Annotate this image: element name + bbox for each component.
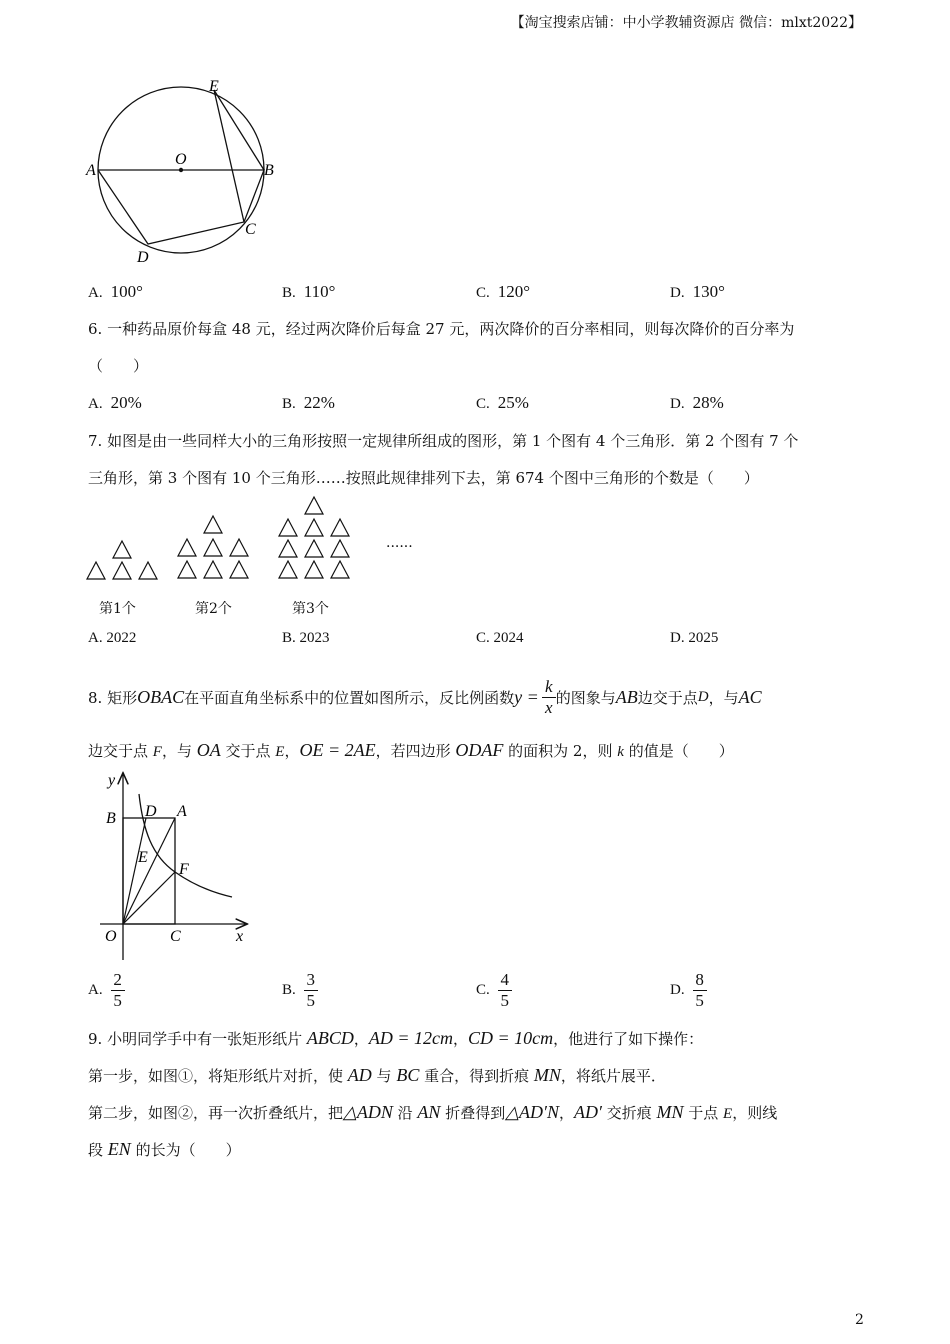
q9-l1c: ， xyxy=(453,1030,469,1048)
triangle xyxy=(305,519,323,536)
q5-option-b-text: 110° xyxy=(303,282,336,301)
q5-circle-figure xyxy=(80,78,300,268)
q8-condition: OE = 2AE xyxy=(299,740,376,760)
triangle xyxy=(331,519,349,536)
q8-text-5: ，与 xyxy=(708,688,739,707)
label-c: C xyxy=(245,221,256,238)
q7-option-a-text: 2022 xyxy=(106,630,137,646)
triangle xyxy=(331,561,349,578)
q8-k: k xyxy=(544,676,553,696)
segment-of xyxy=(123,872,175,924)
q6-option-b-text: 22% xyxy=(303,393,335,412)
q9-l2a: 第一步，如图①，将矩形纸片对折，使 xyxy=(88,1067,348,1085)
q8-line2-g: 的值是（ ） xyxy=(623,742,734,760)
q8-option-b-den: 5 xyxy=(306,991,316,1010)
q8-option-d: D. $\frac{8}{5}$ xyxy=(670,970,707,1011)
q7-line1: 7. 如图是由一些同样大小的三角形按照一定规律所组成的图形，第 1 个图有 4 个三角形．第 2 个图有 7 个 xyxy=(88,432,799,450)
q6-option-d-text: 28% xyxy=(692,393,724,412)
q8-text-3: 的图象与 xyxy=(555,688,616,707)
q7-option-b: B. 2023 xyxy=(282,630,330,646)
q7-caption-2: 第2个 xyxy=(195,601,232,617)
q7-option-a: A. 2022 xyxy=(88,630,137,646)
q8-f: F xyxy=(152,744,162,760)
q6-text: 6. 一种药品原价每盒 48 元，经过两次降价后每盒 27 元，两次降价的百分率相同，则每次降价的百分率为 xyxy=(88,320,795,338)
q9-mn: MN xyxy=(533,1065,561,1085)
triangle xyxy=(230,539,248,556)
q9-adn: △ADN xyxy=(343,1102,393,1122)
q8-option-b-frac xyxy=(304,970,318,1011)
q5-option-d: D. 130° xyxy=(670,282,725,301)
q7-option-d-text: 2025 xyxy=(688,630,719,646)
q8-line2-b: ，与 xyxy=(161,742,197,760)
triangle xyxy=(279,519,297,536)
center-dot xyxy=(179,168,183,172)
triangle xyxy=(279,561,297,578)
q9-l2c: 重合，得到折痕 xyxy=(419,1067,534,1085)
q8-option-d-num: 8 xyxy=(695,970,704,989)
triangle xyxy=(305,497,323,514)
label-d: D xyxy=(137,249,149,266)
q9-an: AN xyxy=(417,1102,441,1122)
segment-od xyxy=(123,818,146,924)
q9-mn2: MN xyxy=(656,1102,684,1122)
page-header: 【淘宝搜索店铺：中小学教辅资源店 微信：mlxt2022】 xyxy=(510,15,862,31)
label-f: F xyxy=(179,861,189,878)
q9-l4a: 段 xyxy=(88,1141,108,1159)
q8-option-c-frac xyxy=(498,970,512,1011)
q8-option-d-frac xyxy=(693,970,707,1011)
label-b: B xyxy=(106,810,116,827)
q7-caption-1: 第1个 xyxy=(99,601,136,617)
q5-option-a: A. 100° xyxy=(88,282,143,301)
q5-option-c-text: 120° xyxy=(497,282,531,301)
q6-option-c-text: 25% xyxy=(497,393,529,412)
q9-l2b: 与 xyxy=(371,1067,397,1085)
q7-triangle-pattern xyxy=(84,494,364,584)
q9-cd10: CD = 10cm xyxy=(468,1028,554,1048)
q7-option-b-text: 2023 xyxy=(299,630,330,646)
q9-line3 xyxy=(88,1102,777,1123)
q6-option-a-text: 20% xyxy=(110,393,142,412)
q9-adp: AD′ xyxy=(574,1102,602,1122)
q9-abcd: ABCD xyxy=(306,1028,354,1048)
triangle xyxy=(204,539,222,556)
q7-option-d: D. 2025 xyxy=(670,630,719,646)
q8-k-over-x xyxy=(542,677,556,718)
q8-line2-e: ，若四边形 xyxy=(375,742,456,760)
q9-line1 xyxy=(88,1028,703,1049)
q7-option-c: C. 2024 xyxy=(476,630,524,646)
q9-en: EN xyxy=(107,1139,131,1159)
q6-blank: （ ） xyxy=(88,357,149,375)
q9-l3d: ， xyxy=(558,1104,574,1122)
q8-oa: OA xyxy=(196,740,221,760)
chord-eb xyxy=(214,90,264,170)
q5-option-b: B. 110° xyxy=(282,282,336,301)
label-o: O xyxy=(105,928,117,945)
q5-option-a-text: 100° xyxy=(110,282,143,301)
q9-l3e: 交折痕 xyxy=(601,1104,657,1122)
triangle xyxy=(279,540,297,557)
q9-l1d: ，他进行了如下操作： xyxy=(553,1030,704,1048)
q8-ac: AC xyxy=(738,686,762,707)
q9-l4b: 的长为（ ） xyxy=(130,1141,241,1159)
q8-e: E xyxy=(275,744,285,760)
q9-l3b: 沿 xyxy=(392,1104,418,1122)
label-a: A xyxy=(86,162,96,179)
triangle xyxy=(230,561,248,578)
q8-line2 xyxy=(88,740,734,761)
q8-line1 xyxy=(88,672,762,722)
label-b: B xyxy=(264,162,274,179)
label-e: E xyxy=(138,849,148,866)
q7-ellipsis: ...... xyxy=(386,535,413,551)
q8-ab: AB xyxy=(615,686,638,707)
label-e: E xyxy=(209,78,219,95)
q9-line2 xyxy=(88,1065,666,1086)
q8-option-a: A. $\frac{2}{5}$ xyxy=(88,970,125,1011)
q8-kk: k xyxy=(617,744,624,760)
q9-ad12: AD = 12cm xyxy=(368,1028,454,1048)
q8-option-c-num: 4 xyxy=(500,970,510,989)
q8-option-a-frac xyxy=(111,970,125,1011)
q8-line2-c: 交于点 xyxy=(220,742,276,760)
page-number: 2 xyxy=(855,1312,864,1328)
q9-e: E xyxy=(723,1106,733,1122)
q9-l3g: ，则线 xyxy=(732,1104,778,1122)
q9-l2d: ，将纸片展平． xyxy=(560,1067,666,1085)
triangle xyxy=(87,562,105,579)
q8-option-b-num: 3 xyxy=(306,970,316,989)
q8-d: D xyxy=(697,688,709,705)
label-a: A xyxy=(177,803,187,820)
q8-option-d-den: 5 xyxy=(695,991,704,1010)
q9-adpn: △AD′N xyxy=(505,1102,559,1122)
triangle xyxy=(305,561,323,578)
q5-option-c: C. 120° xyxy=(476,282,531,301)
q8-option-b: B. $\frac{3}{5}$ xyxy=(282,970,318,1011)
triangle xyxy=(331,540,349,557)
q8-option-a-num: 2 xyxy=(113,970,122,989)
q9-l3a: 第二步，如图②，再一次折叠纸片，把 xyxy=(88,1104,344,1122)
q6-option-a: A. 20% xyxy=(88,393,142,412)
q9-l1a: 9. 小明同学手中有一张矩形纸片 xyxy=(88,1030,307,1048)
quad-lines xyxy=(98,170,264,244)
triangle xyxy=(178,539,196,556)
q9-l1b: ， xyxy=(353,1030,369,1048)
label-o: O xyxy=(175,151,187,168)
chord-ec xyxy=(214,90,244,222)
q9-l3c: 折叠得到 xyxy=(440,1104,506,1122)
q8-text-4: 边交于点 xyxy=(637,688,698,707)
label-c: C xyxy=(170,928,181,945)
q9-ad: AD xyxy=(347,1065,372,1085)
triangle xyxy=(204,516,222,533)
segment-oa xyxy=(123,818,175,924)
q8-text-1: 8. 矩形 xyxy=(88,688,138,707)
q6-option-b: B. 22% xyxy=(282,393,335,412)
q8-line2-d: ， xyxy=(284,742,300,760)
q6-option-c: C. 25% xyxy=(476,393,529,412)
q8-coordinate-figure xyxy=(100,770,270,960)
q8-line2-a: 边交于点 xyxy=(88,742,153,760)
triangle xyxy=(113,562,131,579)
triangle xyxy=(204,561,222,578)
q8-option-c: C. $\frac{4}{5}$ xyxy=(476,970,512,1011)
q7-option-c-text: 2024 xyxy=(493,630,524,646)
triangle xyxy=(178,561,196,578)
q8-x: x xyxy=(544,697,553,717)
q9-bc: BC xyxy=(396,1065,420,1085)
triangle xyxy=(305,540,323,557)
q9-l3f: 于点 xyxy=(683,1104,724,1122)
q8-y-eq: y = xyxy=(514,686,539,707)
q8-line2-f: 的面积为 2，则 xyxy=(503,742,618,760)
q8-odaf: ODAF xyxy=(455,740,504,760)
q8-option-a-den: 5 xyxy=(113,991,122,1010)
label-x: x xyxy=(236,928,244,945)
triangle xyxy=(139,562,157,579)
q8-option-c-den: 5 xyxy=(500,991,510,1010)
q9-line4 xyxy=(88,1139,241,1160)
q5-option-d-text: 130° xyxy=(692,282,725,301)
triangle xyxy=(113,541,131,558)
q8-obac: OBAC xyxy=(137,686,185,707)
label-d: D xyxy=(145,803,157,820)
q7-line2: 三角形，第 3 个图有 10 个三角形……按照此规律排列下去，第 674 个图中三角形的个数是（ ） xyxy=(88,469,759,487)
q7-caption-3: 第3个 xyxy=(292,601,329,617)
q8-text-2: 在平面直角坐标系中的位置如图所示，反比例函数 xyxy=(184,688,515,707)
q6-option-d: D. 28% xyxy=(670,393,724,412)
label-y: y xyxy=(108,772,116,789)
